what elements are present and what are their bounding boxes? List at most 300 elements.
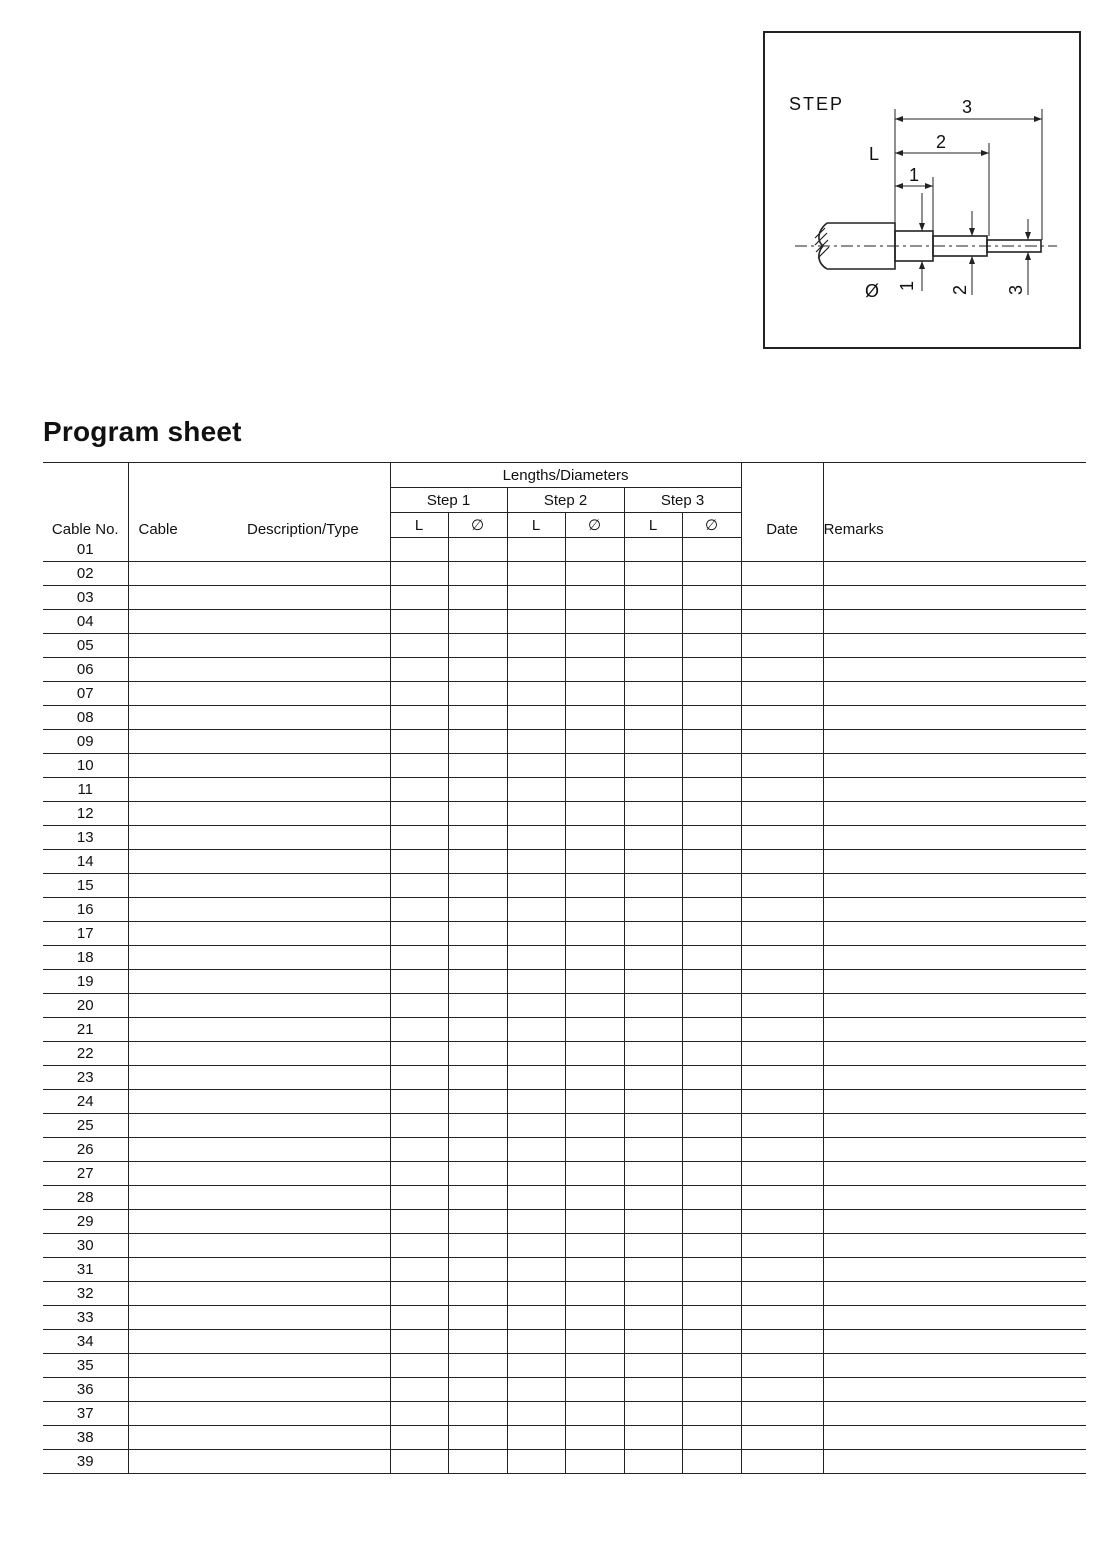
cable-cell[interactable]	[128, 586, 390, 610]
cable-cell[interactable]	[128, 1234, 390, 1258]
step-1-length-cell[interactable]	[390, 802, 448, 826]
step-1-diameter-cell[interactable]	[448, 1234, 507, 1258]
step-1-length-cell[interactable]	[390, 1234, 448, 1258]
step-3-diameter-cell[interactable]	[682, 1114, 741, 1138]
step-2-length-cell[interactable]	[507, 898, 565, 922]
step-2-diameter-cell[interactable]	[565, 610, 624, 634]
step-2-length-cell[interactable]	[507, 1402, 565, 1426]
date-cell[interactable]	[741, 1378, 823, 1402]
date-cell[interactable]	[741, 874, 823, 898]
step-2-diameter-cell[interactable]	[565, 1330, 624, 1354]
step-1-diameter-cell[interactable]	[448, 1282, 507, 1306]
step-1-diameter-cell[interactable]	[448, 586, 507, 610]
step-2-diameter-cell[interactable]	[565, 658, 624, 682]
step-1-diameter-cell[interactable]	[448, 850, 507, 874]
step-3-length-cell[interactable]	[624, 1282, 682, 1306]
remarks-cell[interactable]	[823, 970, 1086, 994]
step-3-diameter-cell[interactable]	[682, 1354, 741, 1378]
step-3-diameter-cell[interactable]	[682, 1258, 741, 1282]
step-2-diameter-cell[interactable]	[565, 730, 624, 754]
cable-cell[interactable]	[128, 1426, 390, 1450]
cable-cell[interactable]	[128, 1210, 390, 1234]
cable-cell[interactable]	[128, 562, 390, 586]
step-1-diameter-cell[interactable]	[448, 1090, 507, 1114]
date-cell[interactable]	[741, 706, 823, 730]
step-1-diameter-cell[interactable]	[448, 826, 507, 850]
step-3-diameter-cell[interactable]	[682, 970, 741, 994]
step-1-diameter-cell[interactable]	[448, 874, 507, 898]
step-3-length-cell[interactable]	[624, 1354, 682, 1378]
step-2-diameter-cell[interactable]	[565, 970, 624, 994]
date-cell[interactable]	[741, 898, 823, 922]
remarks-cell[interactable]	[823, 1066, 1086, 1090]
step-2-length-cell[interactable]	[507, 1186, 565, 1210]
step-3-diameter-cell[interactable]	[682, 898, 741, 922]
step-3-diameter-cell[interactable]	[682, 682, 741, 706]
date-cell[interactable]	[741, 658, 823, 682]
step-2-diameter-cell[interactable]	[565, 1258, 624, 1282]
step-1-diameter-cell[interactable]	[448, 970, 507, 994]
step-1-length-cell[interactable]	[390, 898, 448, 922]
step-2-diameter-cell[interactable]	[565, 1066, 624, 1090]
remarks-cell[interactable]	[823, 1162, 1086, 1186]
step-3-length-cell[interactable]	[624, 610, 682, 634]
step-1-length-cell[interactable]	[390, 1258, 448, 1282]
step-1-diameter-cell[interactable]	[448, 610, 507, 634]
step-2-length-cell[interactable]	[507, 1330, 565, 1354]
step-3-length-cell[interactable]	[624, 922, 682, 946]
step-3-diameter-cell[interactable]	[682, 1306, 741, 1330]
step-2-length-cell[interactable]	[507, 1138, 565, 1162]
step-3-length-cell[interactable]	[624, 706, 682, 730]
cable-cell[interactable]	[128, 682, 390, 706]
step-3-length-cell[interactable]	[624, 1186, 682, 1210]
step-3-diameter-cell[interactable]	[682, 1426, 741, 1450]
step-3-diameter-cell[interactable]	[682, 706, 741, 730]
step-2-length-cell[interactable]	[507, 634, 565, 658]
step-3-length-cell[interactable]	[624, 1450, 682, 1474]
step-2-diameter-cell[interactable]	[565, 1186, 624, 1210]
step-1-length-cell[interactable]	[390, 1138, 448, 1162]
step-2-diameter-cell[interactable]	[565, 1114, 624, 1138]
remarks-cell[interactable]	[823, 1018, 1086, 1042]
step-2-length-cell[interactable]	[507, 1282, 565, 1306]
step-2-diameter-cell[interactable]	[565, 562, 624, 586]
step-1-length-cell[interactable]	[390, 1330, 448, 1354]
remarks-cell[interactable]	[823, 1402, 1086, 1426]
step-3-length-cell[interactable]	[624, 1210, 682, 1234]
step-1-diameter-cell[interactable]	[448, 922, 507, 946]
remarks-cell[interactable]	[823, 946, 1086, 970]
date-cell[interactable]	[741, 1426, 823, 1450]
cable-cell[interactable]	[128, 610, 390, 634]
step-2-length-cell[interactable]	[507, 754, 565, 778]
remarks-cell[interactable]	[823, 634, 1086, 658]
step-1-diameter-cell[interactable]	[448, 1450, 507, 1474]
remarks-cell[interactable]	[823, 1258, 1086, 1282]
step-3-diameter-cell[interactable]	[682, 658, 741, 682]
date-cell[interactable]	[741, 1330, 823, 1354]
step-3-diameter-cell[interactable]	[682, 1210, 741, 1234]
cable-cell[interactable]	[128, 922, 390, 946]
step-1-length-cell[interactable]	[390, 1282, 448, 1306]
step-1-diameter-cell[interactable]	[448, 1330, 507, 1354]
cable-cell[interactable]	[128, 1450, 390, 1474]
step-2-length-cell[interactable]	[507, 1162, 565, 1186]
step-3-length-cell[interactable]	[624, 1090, 682, 1114]
step-1-diameter-cell[interactable]	[448, 1378, 507, 1402]
step-3-diameter-cell[interactable]	[682, 994, 741, 1018]
remarks-cell[interactable]	[823, 1042, 1086, 1066]
step-3-length-cell[interactable]	[624, 658, 682, 682]
step-3-length-cell[interactable]	[624, 1066, 682, 1090]
step-2-length-cell[interactable]	[507, 922, 565, 946]
step-2-diameter-cell[interactable]	[565, 922, 624, 946]
remarks-cell[interactable]	[823, 1114, 1086, 1138]
cable-cell[interactable]	[128, 850, 390, 874]
step-3-length-cell[interactable]	[624, 1018, 682, 1042]
step-2-length-cell[interactable]	[507, 1378, 565, 1402]
step-1-length-cell[interactable]	[390, 706, 448, 730]
date-cell[interactable]	[741, 1018, 823, 1042]
cable-cell[interactable]	[128, 1306, 390, 1330]
step-3-length-cell[interactable]	[624, 1426, 682, 1450]
step-3-diameter-cell[interactable]	[682, 1378, 741, 1402]
cable-cell[interactable]	[128, 730, 390, 754]
step-1-length-cell[interactable]	[390, 682, 448, 706]
remarks-cell[interactable]	[823, 778, 1086, 802]
step-2-length-cell[interactable]	[507, 1306, 565, 1330]
step-3-diameter-cell[interactable]	[682, 1402, 741, 1426]
step-2-length-cell[interactable]	[507, 1210, 565, 1234]
step-2-diameter-cell[interactable]	[565, 754, 624, 778]
step-2-length-cell[interactable]	[507, 826, 565, 850]
step-3-length-cell[interactable]	[624, 1402, 682, 1426]
date-cell[interactable]	[741, 1186, 823, 1210]
step-3-diameter-cell[interactable]	[682, 826, 741, 850]
step-2-diameter-cell[interactable]	[565, 874, 624, 898]
step-3-diameter-cell[interactable]	[682, 802, 741, 826]
cable-cell[interactable]	[128, 778, 390, 802]
step-1-length-cell[interactable]	[390, 1210, 448, 1234]
step-3-length-cell[interactable]	[624, 1138, 682, 1162]
cable-cell[interactable]	[128, 658, 390, 682]
step-2-length-cell[interactable]	[507, 1354, 565, 1378]
step-1-length-cell[interactable]	[390, 610, 448, 634]
step-3-length-cell[interactable]	[624, 802, 682, 826]
step-3-length-cell[interactable]	[624, 1162, 682, 1186]
step-1-length-cell[interactable]	[390, 778, 448, 802]
step-2-length-cell[interactable]	[507, 778, 565, 802]
step-2-length-cell[interactable]	[507, 586, 565, 610]
remarks-cell[interactable]	[823, 874, 1086, 898]
date-cell[interactable]	[741, 1258, 823, 1282]
step-1-length-cell[interactable]	[390, 1162, 448, 1186]
date-cell[interactable]	[741, 682, 823, 706]
step-2-diameter-cell[interactable]	[565, 706, 624, 730]
date-cell[interactable]	[741, 1066, 823, 1090]
date-cell[interactable]	[741, 802, 823, 826]
date-cell[interactable]	[741, 922, 823, 946]
cable-cell[interactable]	[128, 826, 390, 850]
step-1-length-cell[interactable]	[390, 874, 448, 898]
remarks-cell[interactable]	[823, 1234, 1086, 1258]
step-2-diameter-cell[interactable]	[565, 538, 624, 562]
step-1-diameter-cell[interactable]	[448, 730, 507, 754]
step-1-length-cell[interactable]	[390, 922, 448, 946]
step-1-length-cell[interactable]	[390, 994, 448, 1018]
step-2-length-cell[interactable]	[507, 946, 565, 970]
step-1-diameter-cell[interactable]	[448, 1426, 507, 1450]
step-3-length-cell[interactable]	[624, 1378, 682, 1402]
step-1-length-cell[interactable]	[390, 1306, 448, 1330]
step-1-length-cell[interactable]	[390, 586, 448, 610]
remarks-cell[interactable]	[823, 1186, 1086, 1210]
step-2-length-cell[interactable]	[507, 1426, 565, 1450]
step-1-length-cell[interactable]	[390, 634, 448, 658]
step-3-length-cell[interactable]	[624, 778, 682, 802]
step-1-diameter-cell[interactable]	[448, 1066, 507, 1090]
step-3-diameter-cell[interactable]	[682, 1282, 741, 1306]
cable-cell[interactable]	[128, 994, 390, 1018]
step-1-length-cell[interactable]	[390, 1402, 448, 1426]
step-1-diameter-cell[interactable]	[448, 1114, 507, 1138]
date-cell[interactable]	[741, 1042, 823, 1066]
step-2-diameter-cell[interactable]	[565, 1090, 624, 1114]
date-cell[interactable]	[741, 1282, 823, 1306]
step-1-diameter-cell[interactable]	[448, 682, 507, 706]
remarks-cell[interactable]	[823, 1330, 1086, 1354]
cable-cell[interactable]	[128, 1042, 390, 1066]
step-2-length-cell[interactable]	[507, 994, 565, 1018]
step-1-length-cell[interactable]	[390, 1378, 448, 1402]
cable-cell[interactable]	[128, 1162, 390, 1186]
step-1-length-cell[interactable]	[390, 850, 448, 874]
step-3-diameter-cell[interactable]	[682, 850, 741, 874]
date-cell[interactable]	[741, 634, 823, 658]
step-1-length-cell[interactable]	[390, 970, 448, 994]
step-1-diameter-cell[interactable]	[448, 994, 507, 1018]
step-3-length-cell[interactable]	[624, 754, 682, 778]
remarks-cell[interactable]	[823, 610, 1086, 634]
step-1-length-cell[interactable]	[390, 1018, 448, 1042]
cable-cell[interactable]	[128, 538, 390, 562]
step-1-length-cell[interactable]	[390, 1090, 448, 1114]
step-3-length-cell[interactable]	[624, 970, 682, 994]
cable-cell[interactable]	[128, 1402, 390, 1426]
remarks-cell[interactable]	[823, 802, 1086, 826]
remarks-cell[interactable]	[823, 922, 1086, 946]
step-3-diameter-cell[interactable]	[682, 1186, 741, 1210]
step-3-diameter-cell[interactable]	[682, 874, 741, 898]
date-cell[interactable]	[741, 1114, 823, 1138]
step-3-diameter-cell[interactable]	[682, 754, 741, 778]
step-2-length-cell[interactable]	[507, 850, 565, 874]
cable-cell[interactable]	[128, 802, 390, 826]
step-3-diameter-cell[interactable]	[682, 1162, 741, 1186]
step-2-diameter-cell[interactable]	[565, 682, 624, 706]
step-2-length-cell[interactable]	[507, 682, 565, 706]
date-cell[interactable]	[741, 1450, 823, 1474]
step-2-length-cell[interactable]	[507, 658, 565, 682]
step-1-length-cell[interactable]	[390, 562, 448, 586]
step-2-length-cell[interactable]	[507, 1018, 565, 1042]
date-cell[interactable]	[741, 562, 823, 586]
date-cell[interactable]	[741, 970, 823, 994]
date-cell[interactable]	[741, 1138, 823, 1162]
step-3-diameter-cell[interactable]	[682, 946, 741, 970]
remarks-cell[interactable]	[823, 754, 1086, 778]
step-1-length-cell[interactable]	[390, 826, 448, 850]
step-2-diameter-cell[interactable]	[565, 850, 624, 874]
step-2-length-cell[interactable]	[507, 1450, 565, 1474]
step-3-diameter-cell[interactable]	[682, 562, 741, 586]
step-2-diameter-cell[interactable]	[565, 1378, 624, 1402]
step-1-length-cell[interactable]	[390, 1186, 448, 1210]
cable-cell[interactable]	[128, 1258, 390, 1282]
cable-cell[interactable]	[128, 1282, 390, 1306]
step-2-diameter-cell[interactable]	[565, 1450, 624, 1474]
step-3-length-cell[interactable]	[624, 538, 682, 562]
step-3-length-cell[interactable]	[624, 850, 682, 874]
step-3-length-cell[interactable]	[624, 946, 682, 970]
step-2-length-cell[interactable]	[507, 706, 565, 730]
step-1-diameter-cell[interactable]	[448, 1402, 507, 1426]
date-cell[interactable]	[741, 778, 823, 802]
step-2-diameter-cell[interactable]	[565, 1306, 624, 1330]
step-3-length-cell[interactable]	[624, 1114, 682, 1138]
step-3-length-cell[interactable]	[624, 994, 682, 1018]
remarks-cell[interactable]	[823, 850, 1086, 874]
date-cell[interactable]	[741, 1162, 823, 1186]
step-1-diameter-cell[interactable]	[448, 1186, 507, 1210]
step-2-length-cell[interactable]	[507, 1258, 565, 1282]
step-1-diameter-cell[interactable]	[448, 898, 507, 922]
step-3-length-cell[interactable]	[624, 1234, 682, 1258]
cable-cell[interactable]	[128, 706, 390, 730]
step-2-diameter-cell[interactable]	[565, 826, 624, 850]
step-2-length-cell[interactable]	[507, 1042, 565, 1066]
cable-cell[interactable]	[128, 1066, 390, 1090]
step-2-diameter-cell[interactable]	[565, 994, 624, 1018]
remarks-cell[interactable]	[823, 1426, 1086, 1450]
date-cell[interactable]	[741, 1090, 823, 1114]
step-1-diameter-cell[interactable]	[448, 754, 507, 778]
step-1-length-cell[interactable]	[390, 1114, 448, 1138]
step-2-length-cell[interactable]	[507, 1090, 565, 1114]
step-2-diameter-cell[interactable]	[565, 1354, 624, 1378]
step-3-diameter-cell[interactable]	[682, 730, 741, 754]
step-3-diameter-cell[interactable]	[682, 1138, 741, 1162]
step-1-length-cell[interactable]	[390, 1426, 448, 1450]
cable-cell[interactable]	[128, 946, 390, 970]
step-1-diameter-cell[interactable]	[448, 1210, 507, 1234]
step-3-diameter-cell[interactable]	[682, 634, 741, 658]
step-2-length-cell[interactable]	[507, 610, 565, 634]
step-2-diameter-cell[interactable]	[565, 778, 624, 802]
remarks-cell[interactable]	[823, 562, 1086, 586]
cable-cell[interactable]	[128, 1090, 390, 1114]
remarks-cell[interactable]	[823, 658, 1086, 682]
cable-cell[interactable]	[128, 970, 390, 994]
date-cell[interactable]	[741, 1210, 823, 1234]
step-3-diameter-cell[interactable]	[682, 1042, 741, 1066]
step-2-diameter-cell[interactable]	[565, 1426, 624, 1450]
cable-cell[interactable]	[128, 1114, 390, 1138]
step-2-diameter-cell[interactable]	[565, 1210, 624, 1234]
step-2-length-cell[interactable]	[507, 1114, 565, 1138]
step-2-length-cell[interactable]	[507, 802, 565, 826]
step-2-length-cell[interactable]	[507, 730, 565, 754]
step-3-length-cell[interactable]	[624, 586, 682, 610]
date-cell[interactable]	[741, 994, 823, 1018]
cable-cell[interactable]	[128, 1354, 390, 1378]
step-1-length-cell[interactable]	[390, 1042, 448, 1066]
date-cell[interactable]	[741, 586, 823, 610]
date-cell[interactable]	[741, 730, 823, 754]
cable-cell[interactable]	[128, 1186, 390, 1210]
step-2-length-cell[interactable]	[507, 874, 565, 898]
remarks-cell[interactable]	[823, 538, 1086, 562]
date-cell[interactable]	[741, 946, 823, 970]
step-3-length-cell[interactable]	[624, 1042, 682, 1066]
remarks-cell[interactable]	[823, 994, 1086, 1018]
step-2-length-cell[interactable]	[507, 970, 565, 994]
remarks-cell[interactable]	[823, 730, 1086, 754]
step-1-diameter-cell[interactable]	[448, 706, 507, 730]
date-cell[interactable]	[741, 850, 823, 874]
step-3-length-cell[interactable]	[624, 562, 682, 586]
step-3-diameter-cell[interactable]	[682, 1450, 741, 1474]
step-3-length-cell[interactable]	[624, 682, 682, 706]
remarks-cell[interactable]	[823, 1306, 1086, 1330]
remarks-cell[interactable]	[823, 1354, 1086, 1378]
step-3-diameter-cell[interactable]	[682, 610, 741, 634]
step-1-diameter-cell[interactable]	[448, 1042, 507, 1066]
date-cell[interactable]	[741, 610, 823, 634]
step-1-diameter-cell[interactable]	[448, 538, 507, 562]
step-3-length-cell[interactable]	[624, 898, 682, 922]
step-1-diameter-cell[interactable]	[448, 802, 507, 826]
step-2-length-cell[interactable]	[507, 538, 565, 562]
cable-cell[interactable]	[128, 1378, 390, 1402]
step-3-diameter-cell[interactable]	[682, 1066, 741, 1090]
step-1-diameter-cell[interactable]	[448, 1354, 507, 1378]
remarks-cell[interactable]	[823, 682, 1086, 706]
step-2-length-cell[interactable]	[507, 562, 565, 586]
step-3-length-cell[interactable]	[624, 1330, 682, 1354]
step-2-diameter-cell[interactable]	[565, 586, 624, 610]
step-3-diameter-cell[interactable]	[682, 538, 741, 562]
cable-cell[interactable]	[128, 1018, 390, 1042]
step-3-length-cell[interactable]	[624, 1258, 682, 1282]
date-cell[interactable]	[741, 1354, 823, 1378]
remarks-cell[interactable]	[823, 1090, 1086, 1114]
date-cell[interactable]	[741, 538, 823, 562]
step-3-length-cell[interactable]	[624, 730, 682, 754]
cable-cell[interactable]	[128, 898, 390, 922]
date-cell[interactable]	[741, 1402, 823, 1426]
remarks-cell[interactable]	[823, 1378, 1086, 1402]
step-3-length-cell[interactable]	[624, 634, 682, 658]
step-3-diameter-cell[interactable]	[682, 1234, 741, 1258]
remarks-cell[interactable]	[823, 1282, 1086, 1306]
cable-cell[interactable]	[128, 1138, 390, 1162]
step-2-diameter-cell[interactable]	[565, 1138, 624, 1162]
remarks-cell[interactable]	[823, 1138, 1086, 1162]
step-1-length-cell[interactable]	[390, 658, 448, 682]
step-2-diameter-cell[interactable]	[565, 634, 624, 658]
